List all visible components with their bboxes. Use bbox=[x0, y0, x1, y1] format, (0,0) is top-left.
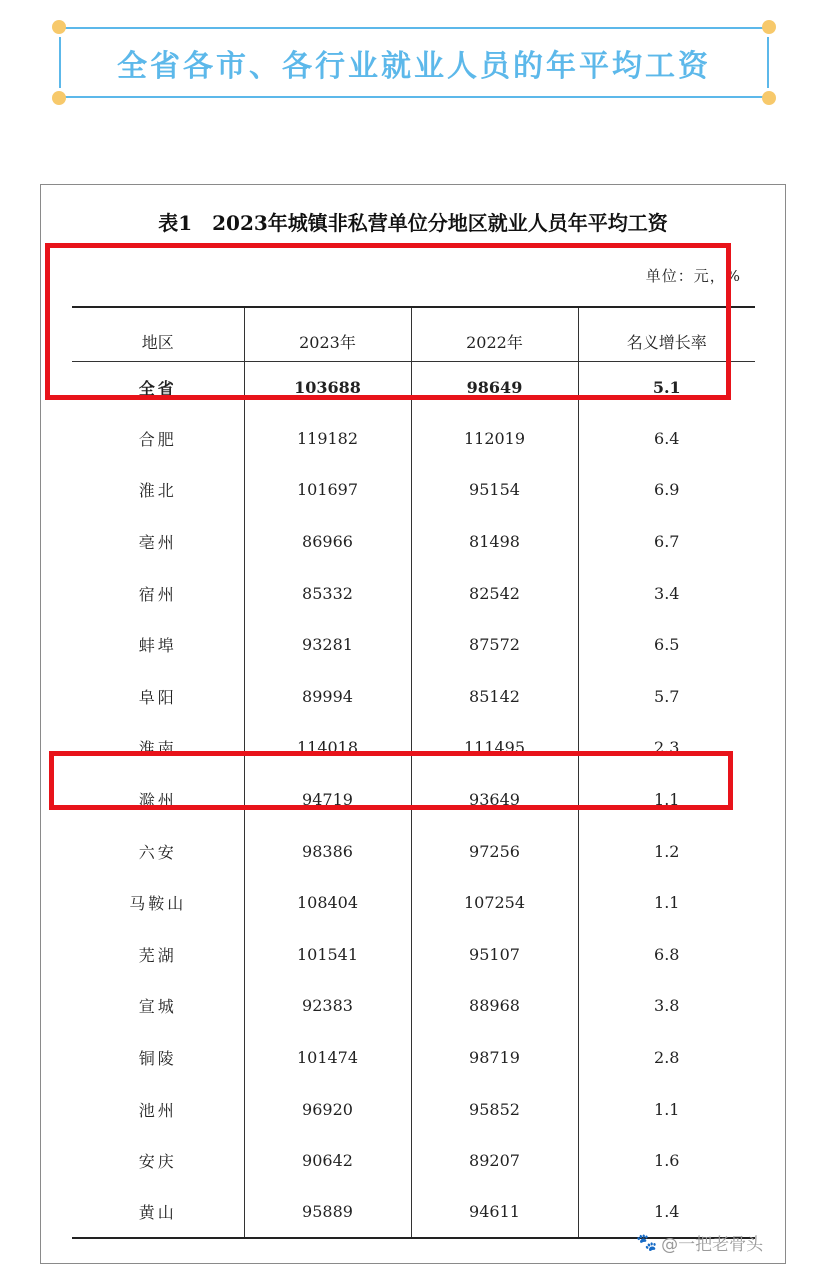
cell-growth: 1.1 bbox=[578, 877, 755, 929]
cell-2022: 93649 bbox=[411, 774, 578, 826]
table-row bbox=[72, 516, 755, 568]
cell-2022: 88968 bbox=[411, 980, 578, 1032]
cell-region: 马鞍山 bbox=[129, 894, 187, 914]
watermark-text: @一把老骨头 bbox=[661, 1235, 764, 1255]
cell-2023: 90642 bbox=[244, 1135, 411, 1187]
banner bbox=[59, 27, 769, 98]
watermark bbox=[636, 1230, 763, 1255]
cell-2023: 101474 bbox=[244, 1032, 411, 1084]
cell-2022: 94611 bbox=[411, 1187, 578, 1239]
cell-2023: 95889 bbox=[244, 1187, 411, 1239]
cell-2023: 93281 bbox=[244, 619, 411, 671]
cell-2022: 95154 bbox=[411, 464, 578, 516]
cell-2023: 103688 bbox=[244, 361, 411, 413]
table-row bbox=[72, 671, 755, 723]
cell-growth: 1.2 bbox=[578, 825, 755, 877]
cell-2023: 101697 bbox=[244, 464, 411, 516]
cell-region: 宣城 bbox=[138, 997, 177, 1017]
cell-growth: 6.7 bbox=[578, 516, 755, 568]
cell-2022: 87572 bbox=[411, 619, 578, 671]
cell-growth: 3.4 bbox=[578, 567, 755, 619]
cell-growth: 1.4 bbox=[578, 1187, 755, 1239]
table-row bbox=[72, 464, 755, 516]
cell-2023: 86966 bbox=[244, 516, 411, 568]
cell-2023: 96920 bbox=[244, 1083, 411, 1135]
paw-icon: 🐾 bbox=[636, 1232, 658, 1253]
cell-region: 芜湖 bbox=[138, 945, 177, 965]
cell-2022: 98719 bbox=[411, 1032, 578, 1084]
cell-region: 池州 bbox=[138, 1100, 177, 1120]
table-row bbox=[72, 877, 755, 929]
cell-region: 安庆 bbox=[138, 1152, 177, 1172]
cell-2023: 92383 bbox=[244, 980, 411, 1032]
cell-region: 铜陵 bbox=[138, 1049, 177, 1069]
header-2022: 2022年 bbox=[411, 307, 578, 361]
cell-2022: 95107 bbox=[411, 929, 578, 981]
cell-2023: 108404 bbox=[244, 877, 411, 929]
header-2023: 2023年 bbox=[244, 307, 411, 361]
cell-2022: 89207 bbox=[411, 1135, 578, 1187]
cell-region: 全省 bbox=[138, 378, 177, 398]
table-row bbox=[72, 1135, 755, 1187]
cell-2023: 101541 bbox=[244, 929, 411, 981]
cell-growth: 6.5 bbox=[578, 619, 755, 671]
cell-2022: 98649 bbox=[411, 361, 578, 413]
cell-growth: 1.1 bbox=[578, 1083, 755, 1135]
cell-region: 合肥 bbox=[138, 429, 177, 449]
cell-region: 阜阳 bbox=[138, 687, 177, 707]
cell-growth: 1.6 bbox=[578, 1135, 755, 1187]
table-row bbox=[72, 619, 755, 671]
cell-2023: 85332 bbox=[244, 567, 411, 619]
cell-2022: 97256 bbox=[411, 825, 578, 877]
cell-growth: 1.1 bbox=[578, 774, 755, 826]
cell-growth: 3.8 bbox=[578, 980, 755, 1032]
cell-2022: 81498 bbox=[411, 516, 578, 568]
cell-2022: 82542 bbox=[411, 567, 578, 619]
cell-2023: 114018 bbox=[244, 722, 411, 774]
cell-region: 淮南 bbox=[138, 739, 177, 759]
cell-2022: 112019 bbox=[411, 413, 578, 465]
cell-region: 黄山 bbox=[72, 1187, 244, 1239]
cell-growth: 2.8 bbox=[578, 1032, 755, 1084]
table-row bbox=[72, 1083, 755, 1135]
cell-growth: 5.1 bbox=[578, 361, 755, 413]
cell-2022: 107254 bbox=[411, 877, 578, 929]
cell-growth: 6.9 bbox=[578, 464, 755, 516]
cell-2022: 111495 bbox=[411, 722, 578, 774]
table-row bbox=[72, 722, 755, 774]
document-page bbox=[40, 184, 786, 1264]
cell-2023: 94719 bbox=[244, 774, 411, 826]
table-row bbox=[72, 413, 755, 465]
cell-region: 蚌埠 bbox=[138, 636, 177, 656]
table-header-row bbox=[72, 307, 755, 361]
table-row bbox=[72, 825, 755, 877]
table-row bbox=[72, 774, 755, 826]
cell-region: 宿州 bbox=[138, 584, 177, 604]
table-row-total bbox=[72, 361, 755, 413]
cell-2023: 119182 bbox=[244, 413, 411, 465]
cell-2023: 89994 bbox=[244, 671, 411, 723]
table-row bbox=[72, 1032, 755, 1084]
unit-note: 单位：元，% bbox=[645, 267, 741, 285]
header-growth: 名义增长率 bbox=[578, 307, 755, 361]
cell-2022: 85142 bbox=[411, 671, 578, 723]
cell-region: 淮北 bbox=[138, 481, 177, 501]
banner-title: 全省各市、各行业就业人员的年平均工资 bbox=[117, 48, 711, 84]
cell-growth: 6.8 bbox=[578, 929, 755, 981]
cell-growth: 2.3 bbox=[578, 722, 755, 774]
table-row bbox=[72, 567, 755, 619]
table-row bbox=[72, 980, 755, 1032]
cell-growth: 6.4 bbox=[578, 413, 755, 465]
cell-region: 亳州 bbox=[138, 533, 177, 553]
wage-table bbox=[72, 306, 755, 1239]
table-row bbox=[72, 929, 755, 981]
cell-growth: 5.7 bbox=[578, 671, 755, 723]
cell-region: 滁州 bbox=[138, 791, 177, 811]
cell-2023: 98386 bbox=[244, 825, 411, 877]
table-caption: 表1 2023年城镇非私营单位分地区就业人员年平均工资 bbox=[158, 211, 668, 235]
header-region: 地区 bbox=[72, 307, 244, 361]
cell-2022: 95852 bbox=[411, 1083, 578, 1135]
cell-region: 六安 bbox=[138, 842, 177, 862]
